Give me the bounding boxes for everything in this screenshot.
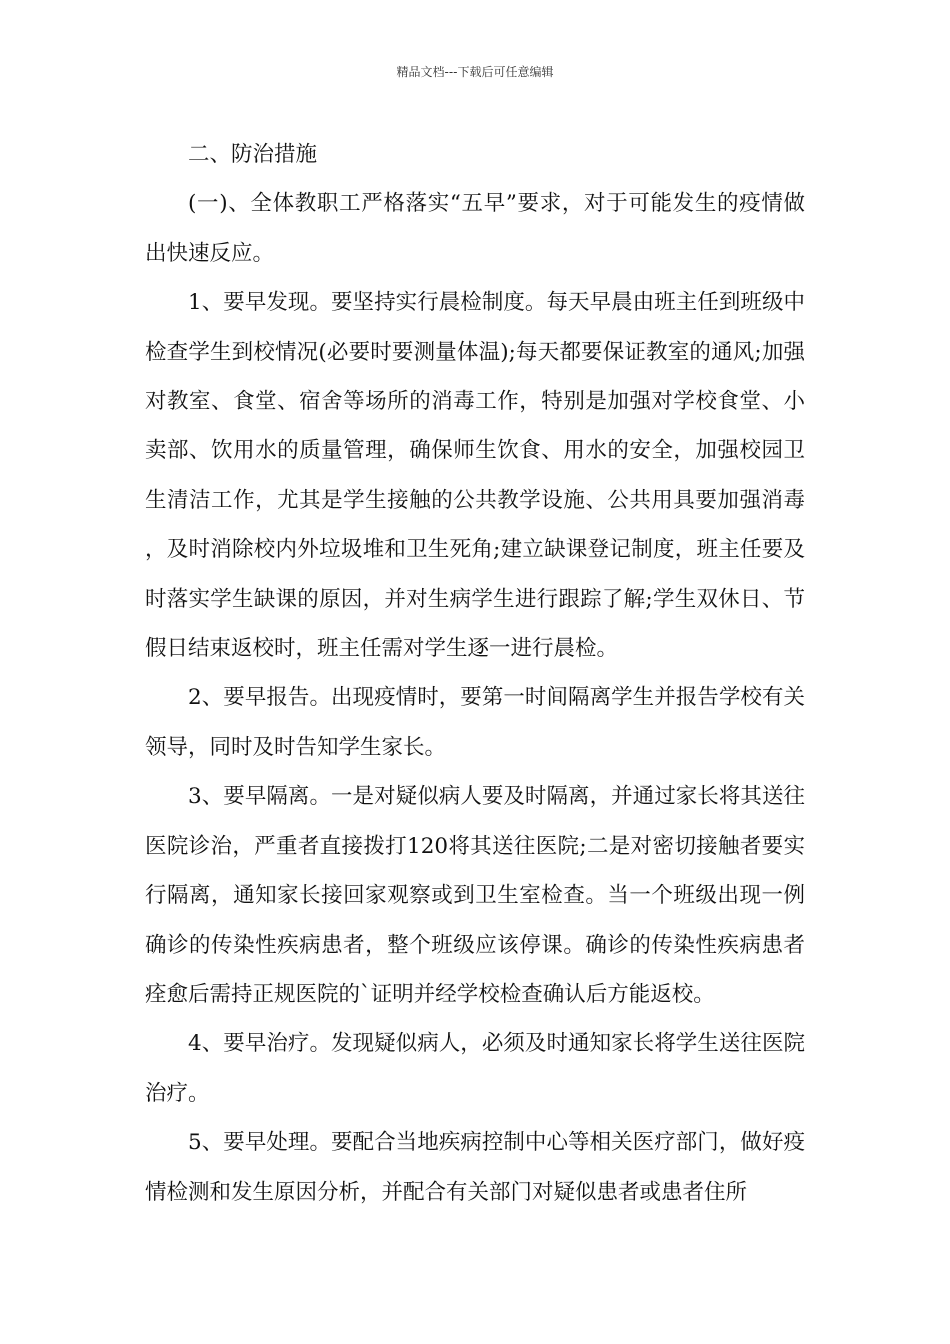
page-header: 精品文档---下载后可任意编辑 [396,65,554,79]
document-body [145,130,805,1217]
paragraph-early-report: 2、要早报告。出现疫情时，要第一时间隔离学生并报告学校有关领导，同时及时告知学生家长。 [145,685,805,760]
paragraph-early-treatment: 4、要早治疗。发现疑似病人，必须及时通知家长将学生送往医院治疗。 [145,1031,805,1106]
paragraph-early-detection: 1、要早发现。要坚持实行晨检制度。每天早晨由班主任到班级中检查学生到校情况(必要时要测量体温);每天都要保证教室的通风;加强对教室、食堂、宿舍等场所的消毒工作，特别是加强对学校食堂、小卖部、饮用水的质量管理，确保师生饮食、用水的安全，加强校园卫生清洁工作，尤其是学生接触的公共教学设施、公共用具要加强消毒，及时消除校内外垃圾堆和卫生死角;建立缺课登记制度，班主任要及时落实学生缺课的原因，并对生病学生进行跟踪了解;学生双休日、节假日结束返校时，班主任需对学生逐一进行晨检。 [145,290,805,662]
paragraph-early-handling: 5、要早处理。要配合当地疾病控制中心等相关医疗部门，做好疫情检测和发生原因分析，并配合有关部门对疑似患者或患者住所 [145,1130,805,1205]
paragraph-intro: (一)、全体教职工严格落实“五早”要求，对于可能发生的疫情做出快速反应。 [145,191,805,266]
section-heading: 二、防治措施 [188,142,318,167]
paragraph-early-isolation: 3、要早隔离。一是对疑似病人要及时隔离，并通过家长将其送往医院诊治，严重者直接拨打120将其送往医院;二是对密切接触者要实行隔离，通知家长接回家观察或到卫生室检查。当一个班级出现一例确诊的传染性疾病患者，整个班级应该停课。确诊的传染性疾病患者痊愈后需持正规医院的`证明并经学校检查确认后方能返校。 [145,784,805,1007]
